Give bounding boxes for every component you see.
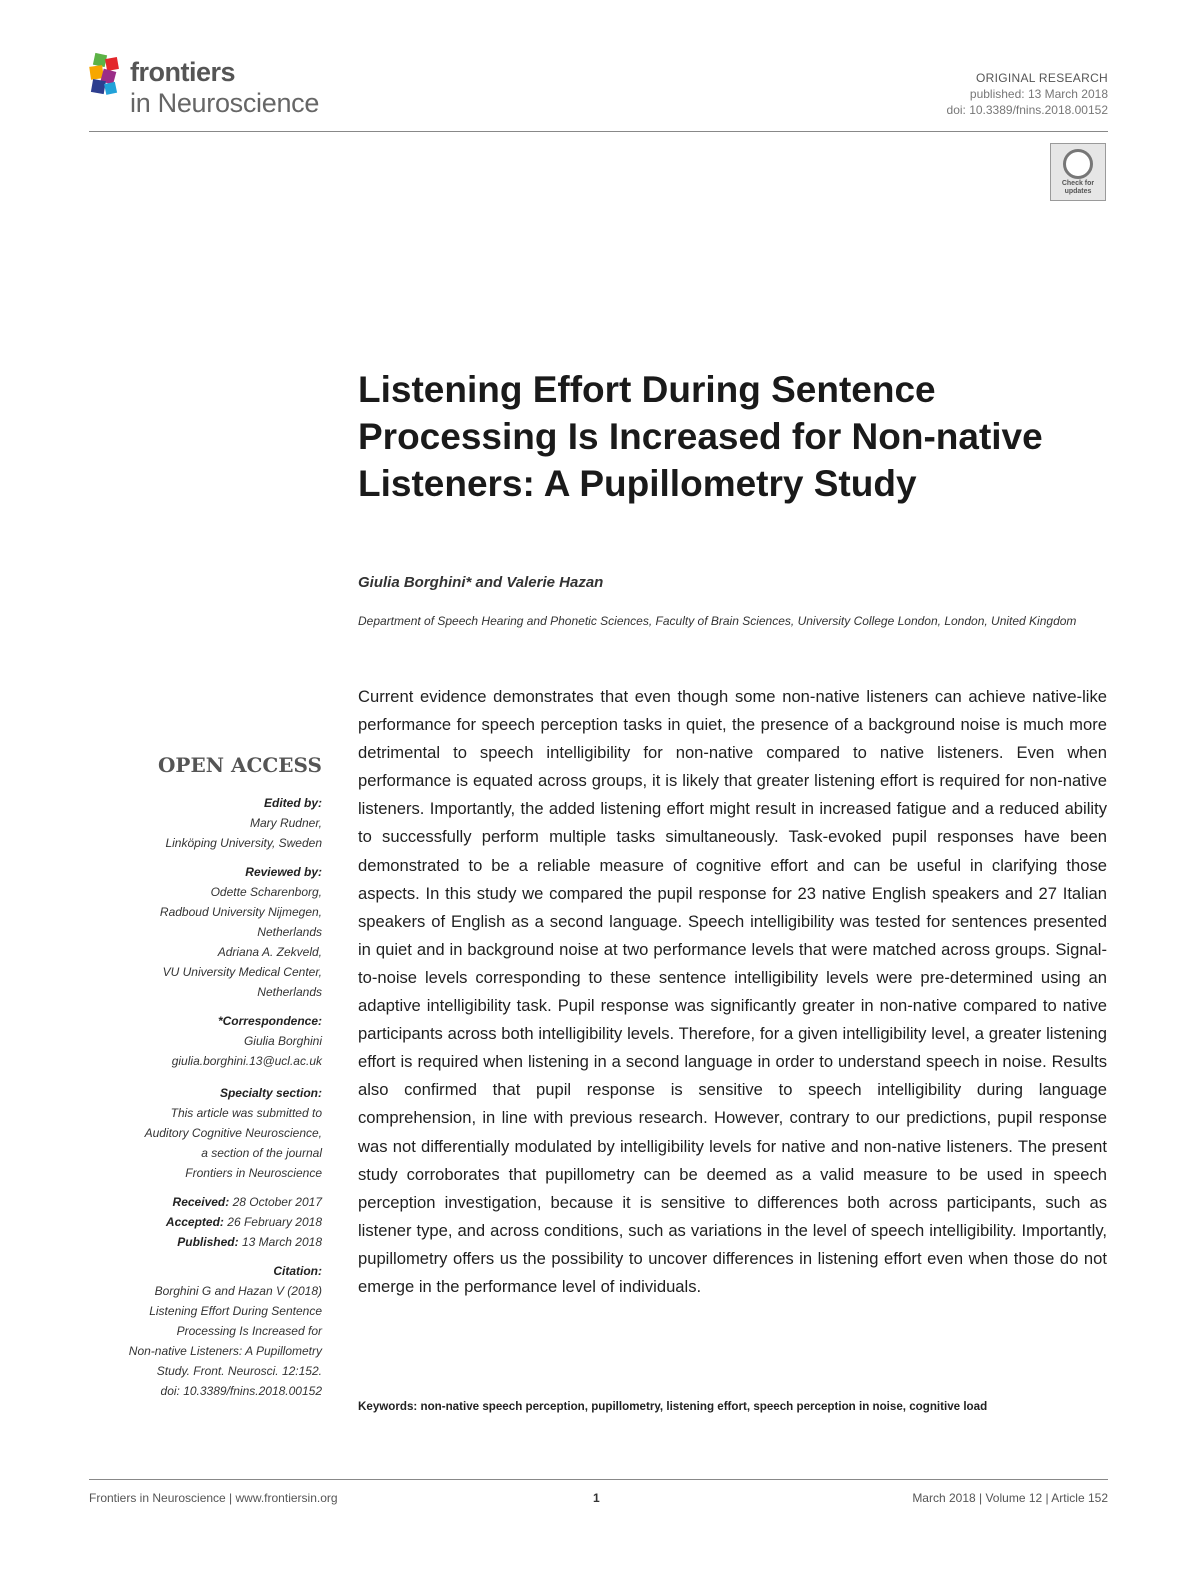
article-title: Listening Effort During Sentence Processing Is Increased for Non-native Listeners: A Pupillometry Study — [358, 369, 1043, 504]
published-date-sidebar: 13 March 2018 — [241, 1235, 322, 1249]
accepted-date: 26 February 2018 — [227, 1215, 322, 1229]
published-row — [72, 1232, 322, 1252]
correspondence-email[interactable]: giulia.borghini.13@ucl.ac.uk — [171, 1054, 322, 1068]
specialty-section-label: Specialty section: — [219, 1086, 322, 1100]
editor-name: Mary Rudner, — [249, 816, 322, 830]
reviewer-1-affiliation: Radboud University Nijmegen, — [159, 905, 322, 919]
citation-line: Non-native Listeners: A Pupillometry — [128, 1344, 322, 1358]
correspondence-name: Giulia Borghini — [243, 1034, 322, 1048]
published-label: Published: — [177, 1235, 239, 1249]
reviewer-1-name: Odette Scharenborg, — [210, 885, 322, 899]
reviewer-2-affiliation: VU University Medical Center, — [162, 965, 322, 979]
citation-line: Study. Front. Neurosci. 12:152. — [156, 1364, 322, 1378]
reviewer-2-country: Netherlands — [257, 985, 322, 999]
open-access-label: OPEN ACCESS — [158, 753, 322, 777]
check-for-updates-button[interactable] — [1050, 143, 1106, 201]
received-date: 28 October 2017 — [232, 1195, 322, 1209]
check-updates-label-2: updates — [1064, 188, 1092, 195]
author-affiliation: Department of Speech Hearing and Phonetic Sciences, Faculty of Brain Sciences, University College London, London, United Kingdom — [358, 614, 1077, 628]
received-label: Received: — [172, 1195, 230, 1209]
check-updates-icon — [1063, 149, 1093, 179]
specialty-line: Auditory Cognitive Neuroscience, — [144, 1126, 322, 1140]
logo-brand-text: frontiers — [130, 57, 236, 87]
citation-label: Citation: — [273, 1264, 322, 1278]
published-date: published: 13 March 2018 — [969, 87, 1108, 101]
article-authors: Giulia Borghini* and Valerie Hazan — [358, 574, 604, 591]
article-sidebar — [72, 755, 322, 1401]
keywords: Keywords: non-native speech perception, pupillometry, listening effort, speech perception in noise, cognitive load — [358, 1400, 988, 1413]
citation-line: Processing Is Increased for — [176, 1324, 322, 1338]
edited-by-label: Edited by: — [263, 796, 322, 810]
reviewer-1-country: Netherlands — [257, 925, 322, 939]
citation-line: Listening Effort During Sentence — [149, 1304, 322, 1318]
header-divider — [89, 131, 1108, 132]
reviewed-by-label: Reviewed by: — [245, 865, 322, 879]
accepted-row — [72, 1212, 322, 1232]
footer-issue-info: March 2018 | Volume 12 | Article 152 — [912, 1491, 1108, 1505]
footer-journal-link[interactable]: Frontiers in Neuroscience | www.frontiersin.org — [89, 1491, 338, 1505]
editor-affiliation: Linköping University, Sweden — [165, 836, 322, 850]
footer-divider — [89, 1479, 1108, 1480]
specialty-line: Frontiers in Neuroscience — [185, 1166, 322, 1180]
citation-doi[interactable]: doi: 10.3389/fnins.2018.00152 — [160, 1384, 322, 1398]
reviewer-2-name: Adriana A. Zekveld, — [217, 945, 322, 959]
article-meta — [947, 70, 1108, 118]
logo-journal-name: in Neuroscience — [130, 88, 320, 118]
journal-logo — [88, 50, 348, 122]
page-number: 1 — [593, 1491, 600, 1505]
received-row — [72, 1192, 322, 1212]
frontiers-logo-icon — [88, 52, 128, 98]
accepted-label: Accepted: — [165, 1215, 224, 1229]
citation-line: Borghini G and Hazan V (2018) — [154, 1284, 322, 1298]
article-doi[interactable]: doi: 10.3389/fnins.2018.00152 — [946, 103, 1108, 117]
check-updates-label-1: Check for — [1061, 180, 1095, 187]
specialty-line: a section of the journal — [201, 1146, 322, 1160]
article-type: ORIGINAL RESEARCH — [975, 71, 1108, 85]
specialty-line: This article was submitted to — [170, 1106, 322, 1120]
abstract-text: Current evidence demonstrates that even though some non-native listeners can achieve native-like performance for speech perception tasks in quiet, the presence of a background noise is much more detrimental to speech intelligibility for non-native compared to native listeners. Even when performance is equated across groups, it is likely that greater listening effort is required for non-native listeners. Importantly, the added listening effort might result in increased fatigue and a reduced ability to successfully perform multiple tasks simultaneously. Task-evoked pupil responses have been demonstrated to be a reliable measure of cognitive effort and can be useful in clarifying those aspects. In this study we compared the pupil response for 23 native English speakers and 27 Italian speakers of English as a second language. Speech intelligibility was tested for sentences presented in quiet and in background noise at two performance levels that were matched across groups. Signal-to-noise levels corresponding to these sentence intelligibility levels were pre-determined using an adaptive intelligibility task. Pupil response was significantly greater in non-native compared to native participants across both intelligibility levels. Therefore, for a given intelligibility level, a greater listening effort is required when listening in a second language in order to understand speech in noise. Results also confirmed that pupil response is sensitive to speech intelligibility during language comprehension, in line with previous research. However, contrary to our predictions, pupil response was not differentially modulated by intelligibility levels for native and non-native listeners. The present study corroborates that pupillometry can be deemed as a valid measure to be used in speech perception investigation, because it is sensitive to differences both across participants, such as listener type, and across conditions, such as variations in the level of speech intelligibility. Importantly, pupillometry offers us the possibility to uncover differences in listening effort even when those do not emerge in the performance level of individuals. — [358, 687, 1107, 1296]
correspondence-label: *Correspondence: — [217, 1014, 322, 1028]
